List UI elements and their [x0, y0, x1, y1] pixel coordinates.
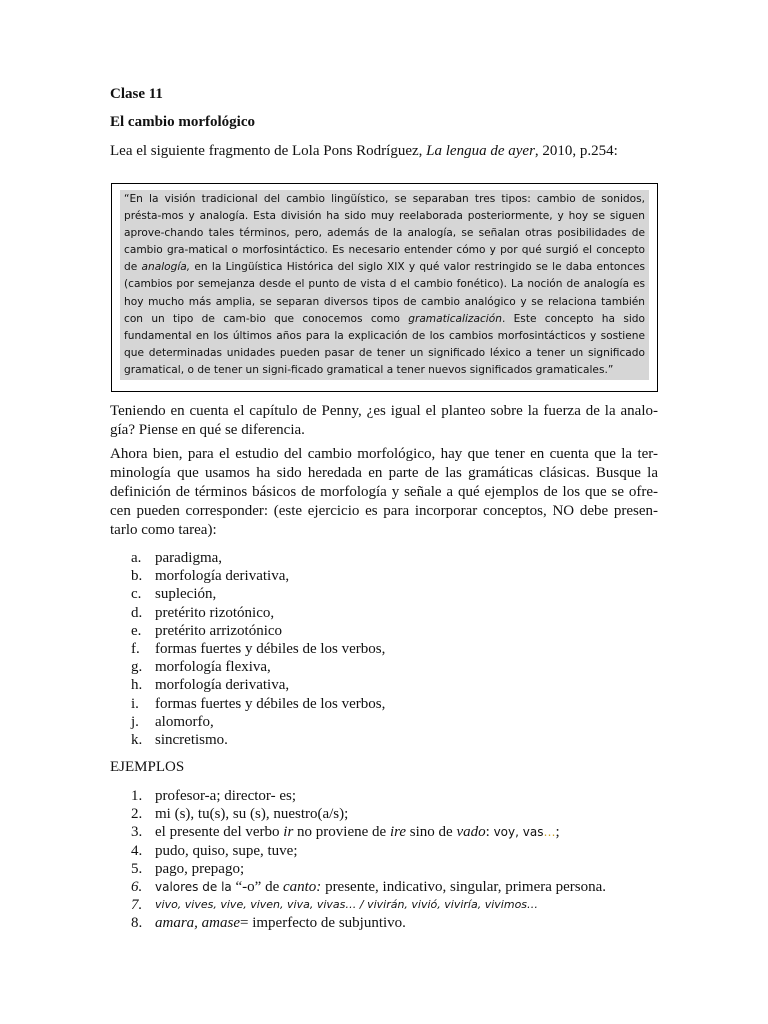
terms-list	[131, 549, 631, 749]
list-item	[131, 640, 631, 658]
example-item-2	[131, 805, 631, 823]
book-title: La lengua de ayer	[426, 143, 535, 159]
list-item-text: pretérito rizotónico,	[155, 604, 275, 621]
example-text-part: el presente del verbo	[155, 824, 284, 841]
example-item-3	[131, 823, 631, 841]
question-2: Ahora bien, para el estudio del cambio morfológico, hay que tener en cuenta que la ter-minología que usamos ha sido heredada en parte de las gramáticas clásicas. Busque la definición de términos básicos de morfología y señale a qué ejemplos de los que se ofre-cen pueden corresponder: (este ejercicio es para incorporar conceptos, NO debe presen-tarlo como tarea):	[110, 446, 658, 538]
example-text: pago, prepago;	[155, 860, 245, 877]
example-text: mi (s), tu(s), su (s), nuestro(a/s);	[155, 806, 349, 823]
list-marker: b.	[131, 568, 143, 585]
quote-term-analogia: analogía,	[141, 261, 191, 274]
example-item-4	[131, 842, 631, 860]
list-item	[131, 622, 631, 640]
list-marker: 8.	[131, 915, 143, 932]
example-term-ire: ire	[389, 824, 407, 841]
example-text-part: :	[485, 824, 494, 841]
examples-heading: EJEMPLOS	[110, 759, 185, 775]
example-text-part: “-o” de	[231, 879, 283, 896]
quote-part-2: en la Lingüística Histórica del siglo XIX y qué valor restringido se le daba entonces (cambios por semejanza desde el punto de vista d el cambio fonético). La noción de analogía es hoy mucho más amplia, se separan diversos tipos de cambio analógico y se relaciona también con un tipo de cam-bio que conocemos como	[124, 261, 645, 325]
list-item-text: formas fuertes y débiles de los verbos,	[155, 695, 386, 712]
intro-text-after: , 2010, p.254:	[534, 143, 618, 159]
list-item-text: morfología derivativa,	[155, 677, 290, 694]
list-marker: 2.	[131, 806, 143, 823]
list-item-text: morfología flexiva,	[155, 659, 271, 676]
list-marker: 3.	[131, 824, 143, 841]
list-marker: e.	[131, 622, 142, 639]
list-marker: i.	[131, 695, 139, 712]
list-item	[131, 658, 631, 676]
list-item	[131, 604, 631, 622]
list-item-text: sincretismo.	[155, 732, 228, 749]
example-text-part: sino de	[406, 824, 457, 841]
list-item-text: pretérito arrizotónico	[155, 622, 283, 639]
example-item-7	[131, 896, 631, 914]
list-item-text: alomorfo,	[155, 713, 214, 730]
example-text: profesor-a; director- es;	[155, 788, 296, 804]
example-item-8	[131, 914, 631, 932]
list-marker: d.	[131, 604, 143, 621]
list-marker: f.	[131, 641, 140, 658]
class-label: Clase 11	[110, 86, 163, 102]
example-text-part: no proviene de	[293, 824, 390, 841]
list-marker: 5.	[131, 860, 143, 877]
example-text-part: valores de la	[155, 880, 232, 895]
list-marker: k.	[131, 732, 143, 749]
example-text	[155, 878, 606, 896]
list-item	[131, 676, 631, 694]
list-item	[131, 549, 631, 567]
example-text-part: ;	[555, 824, 560, 841]
intro-text-before: Lea el siguiente fragmento de Lola Pons Rodríguez,	[110, 143, 427, 159]
page-title: El cambio morfológico	[110, 114, 255, 130]
list-marker: j.	[131, 713, 139, 730]
list-marker: 7.	[131, 897, 143, 914]
list-marker: c.	[131, 586, 142, 603]
example-text	[155, 914, 406, 932]
list-marker: 1.	[131, 788, 143, 804]
example-text	[155, 823, 560, 841]
list-item	[131, 695, 631, 713]
list-marker: h.	[131, 677, 143, 694]
example-item-5	[131, 860, 631, 878]
example-term-canto: canto:	[282, 879, 322, 896]
examples-list	[131, 787, 631, 933]
quote-box	[111, 183, 658, 392]
example-text: pudo, quiso, supe, tuve;	[155, 842, 298, 859]
example-text: vivo, vives, vive, viven, viva, vivas… / vivirán, vivió, viviría, vivimos…	[155, 898, 539, 912]
list-item	[131, 713, 631, 731]
quote-term-gramaticalizacion: gramaticalización	[408, 312, 502, 325]
example-text-part: = imperfecto de subjuntivo.	[240, 915, 406, 932]
list-item-text: formas fuertes y débiles de los verbos,	[155, 641, 386, 658]
list-item	[131, 567, 631, 585]
intro-paragraph	[110, 142, 658, 161]
example-term-vado: vado	[456, 824, 486, 841]
list-marker: a.	[131, 550, 142, 566]
example-item-6	[131, 878, 631, 896]
list-item	[131, 585, 631, 603]
list-marker: 4.	[131, 842, 143, 859]
list-marker: 6.	[131, 879, 143, 896]
list-item	[131, 731, 631, 749]
example-forms: voy, vas	[493, 825, 544, 840]
example-term-ir: ir	[283, 824, 294, 841]
example-ellipsis: …	[543, 825, 556, 840]
list-item-text: paradigma,	[155, 550, 223, 566]
quote-part-1: “En la visión tradicional del cambio lingüístico, se separaban tres tipos: cambio de sonidos, présta-mos y analogía. Esta división ha sido muy reelaborada posteriormente, y hoy se siguen aprove-chando tales términos, pero, además de la analogía, se señalan otras posibilidades de cambio gra-matical o morfosintáctico. Es necesario entender cómo y por qué surgió el concepto de	[124, 193, 645, 274]
example-item-1	[131, 787, 631, 805]
list-item-text: morfología derivativa,	[155, 568, 290, 585]
quote-text	[120, 190, 649, 380]
example-text-part: presente, indicativo, singular, primera persona.	[321, 879, 607, 896]
list-marker: g.	[131, 659, 143, 676]
list-item-text: supleción,	[155, 586, 217, 603]
question-1: Teniendo en cuenta el capítulo de Penny, ¿es igual el planteo sobre la fuerza de la analo-gía? Piense en qué se diferencia.	[110, 403, 658, 438]
example-term-amara: amara, amase	[155, 915, 240, 932]
quote-part-3: . Este concepto ha sido fundamental en los últimos años para la explicación de los cambios morfosintácticos y sostiene que determinadas unidades pueden pasar de tener un significado léxico a tener un significado gramatical, o de tener un signi-ficado gramatical a tener nuevos significados gramaticales.”	[124, 312, 645, 376]
